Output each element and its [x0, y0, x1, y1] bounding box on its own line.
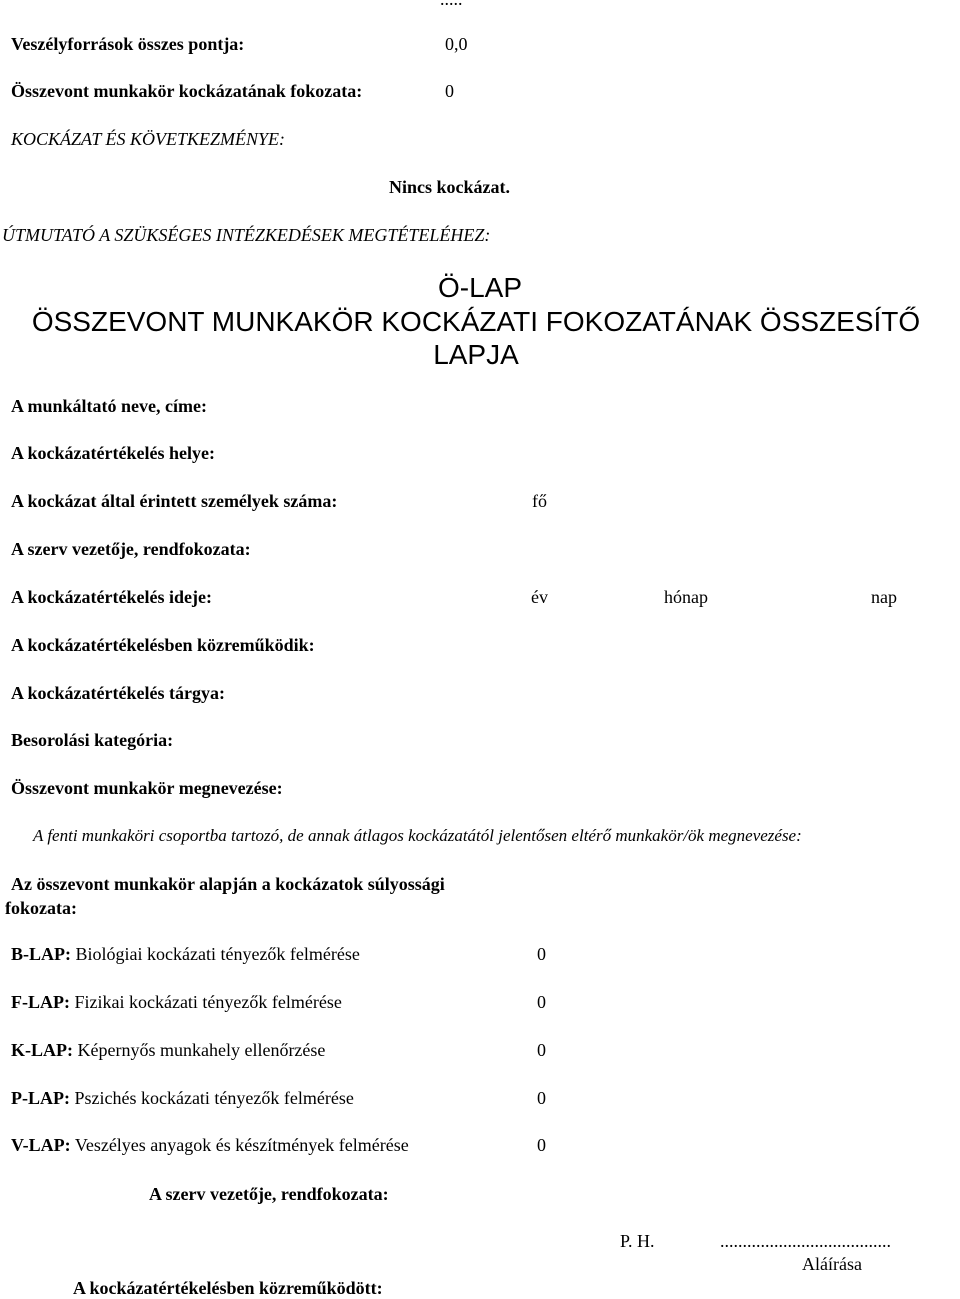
sheet-value-v: 0: [537, 1135, 546, 1155]
top-dots: [440, 0, 463, 10]
contributed-label: A kockázatértékelésben közreműködött:: [73, 1278, 383, 1298]
severity-label-line2: fokozata:: [5, 898, 77, 918]
sheet-code: K-LAP:: [11, 1040, 73, 1060]
consequence-label: KOCKÁZAT ÉS KÖVETKEZMÉNYE:: [11, 129, 286, 149]
form-title-line3: LAPJA: [433, 339, 519, 370]
sheet-row-b: [11, 943, 360, 965]
sheet-value-f: 0: [537, 992, 546, 1012]
sheet-desc: Biológiai kockázati tényezők felmérése: [71, 944, 360, 964]
sheet-desc: Pszichés kockázati tényezők felmérése: [69, 1088, 354, 1108]
sheet-row-k: [11, 1039, 325, 1061]
total-points-label: Veszélyforrások összes pontja:: [11, 34, 245, 54]
risk-level-label: Összevont munkakör kockázatának fokozata:: [11, 81, 363, 101]
sheet-code: F-LAP:: [11, 992, 70, 1012]
sheet-desc: Fizikai kockázati tényezők felmérése: [69, 992, 342, 1012]
category-label: Besorolási kategória:: [11, 730, 174, 750]
signature-line: ......................................: [720, 1231, 891, 1251]
date-year: év: [531, 587, 548, 607]
sheet-value-b: 0: [537, 944, 546, 964]
stamp-placeholder: P. H.: [620, 1231, 655, 1251]
date-label: A kockázatértékelés ideje:: [11, 587, 212, 607]
consequence-value: Nincs kockázat.: [389, 177, 510, 197]
sheet-code: V-LAP:: [11, 1135, 71, 1155]
risk-level-value: 0: [445, 81, 454, 101]
sheet-row-p: [11, 1087, 354, 1109]
contributor-label: A kockázatértékelésben közreműködik:: [11, 635, 315, 655]
signature-label: Aláírása: [802, 1254, 862, 1274]
sheet-desc: Veszélyes anyagok és készítmények felmérése: [70, 1135, 409, 1155]
sheet-row-v: [11, 1134, 409, 1156]
sheet-value-k: 0: [537, 1040, 546, 1060]
location-label: A kockázatértékelés helye:: [11, 443, 215, 463]
date-month: hónap: [664, 587, 708, 607]
subject-label: A kockázatértékelés tárgya:: [11, 683, 225, 703]
sheet-code: P-LAP:: [11, 1088, 70, 1108]
total-points-value: 0,0: [445, 34, 468, 54]
deviant-jobs-label: A fenti munkaköri csoportba tartozó, de annak átlagos kockázatától jelentősen eltérő munkakör/ök megnevezése:: [33, 826, 802, 845]
sheet-code: B-LAP:: [11, 944, 71, 964]
persons-label: A kockázat által érintett személyek száma:: [11, 491, 338, 511]
signature-head-label: A szerv vezetője, rendfokozata:: [149, 1184, 389, 1204]
form-title-line1: Ö-LAP: [437, 272, 523, 303]
employer-label: A munkáltató neve, címe:: [11, 396, 207, 416]
sheet-value-p: 0: [537, 1088, 546, 1108]
sheet-row-f: [11, 991, 342, 1013]
form-title-line2: ÖSSZEVONT MUNKAKÖR KOCKÁZATI FOKOZATÁNAK ÖSSZESÍTŐ: [31, 306, 921, 337]
head-label: A szerv vezetője, rendfokozata:: [11, 539, 251, 559]
date-day: nap: [871, 587, 897, 607]
guidance-label: ÚTMUTATÓ A SZÜKSÉGES INTÉZKEDÉSEK MEGTÉTELÉHEZ:: [2, 225, 491, 245]
persons-unit: fő: [532, 491, 547, 511]
sheet-desc: Képernyős munkahely ellenőrzése: [73, 1040, 326, 1060]
severity-label-line1: Az összevont munkakör alapján a kockázatok súlyossági: [11, 874, 445, 894]
job-name-label: Összevont munkakör megnevezése:: [11, 778, 283, 798]
